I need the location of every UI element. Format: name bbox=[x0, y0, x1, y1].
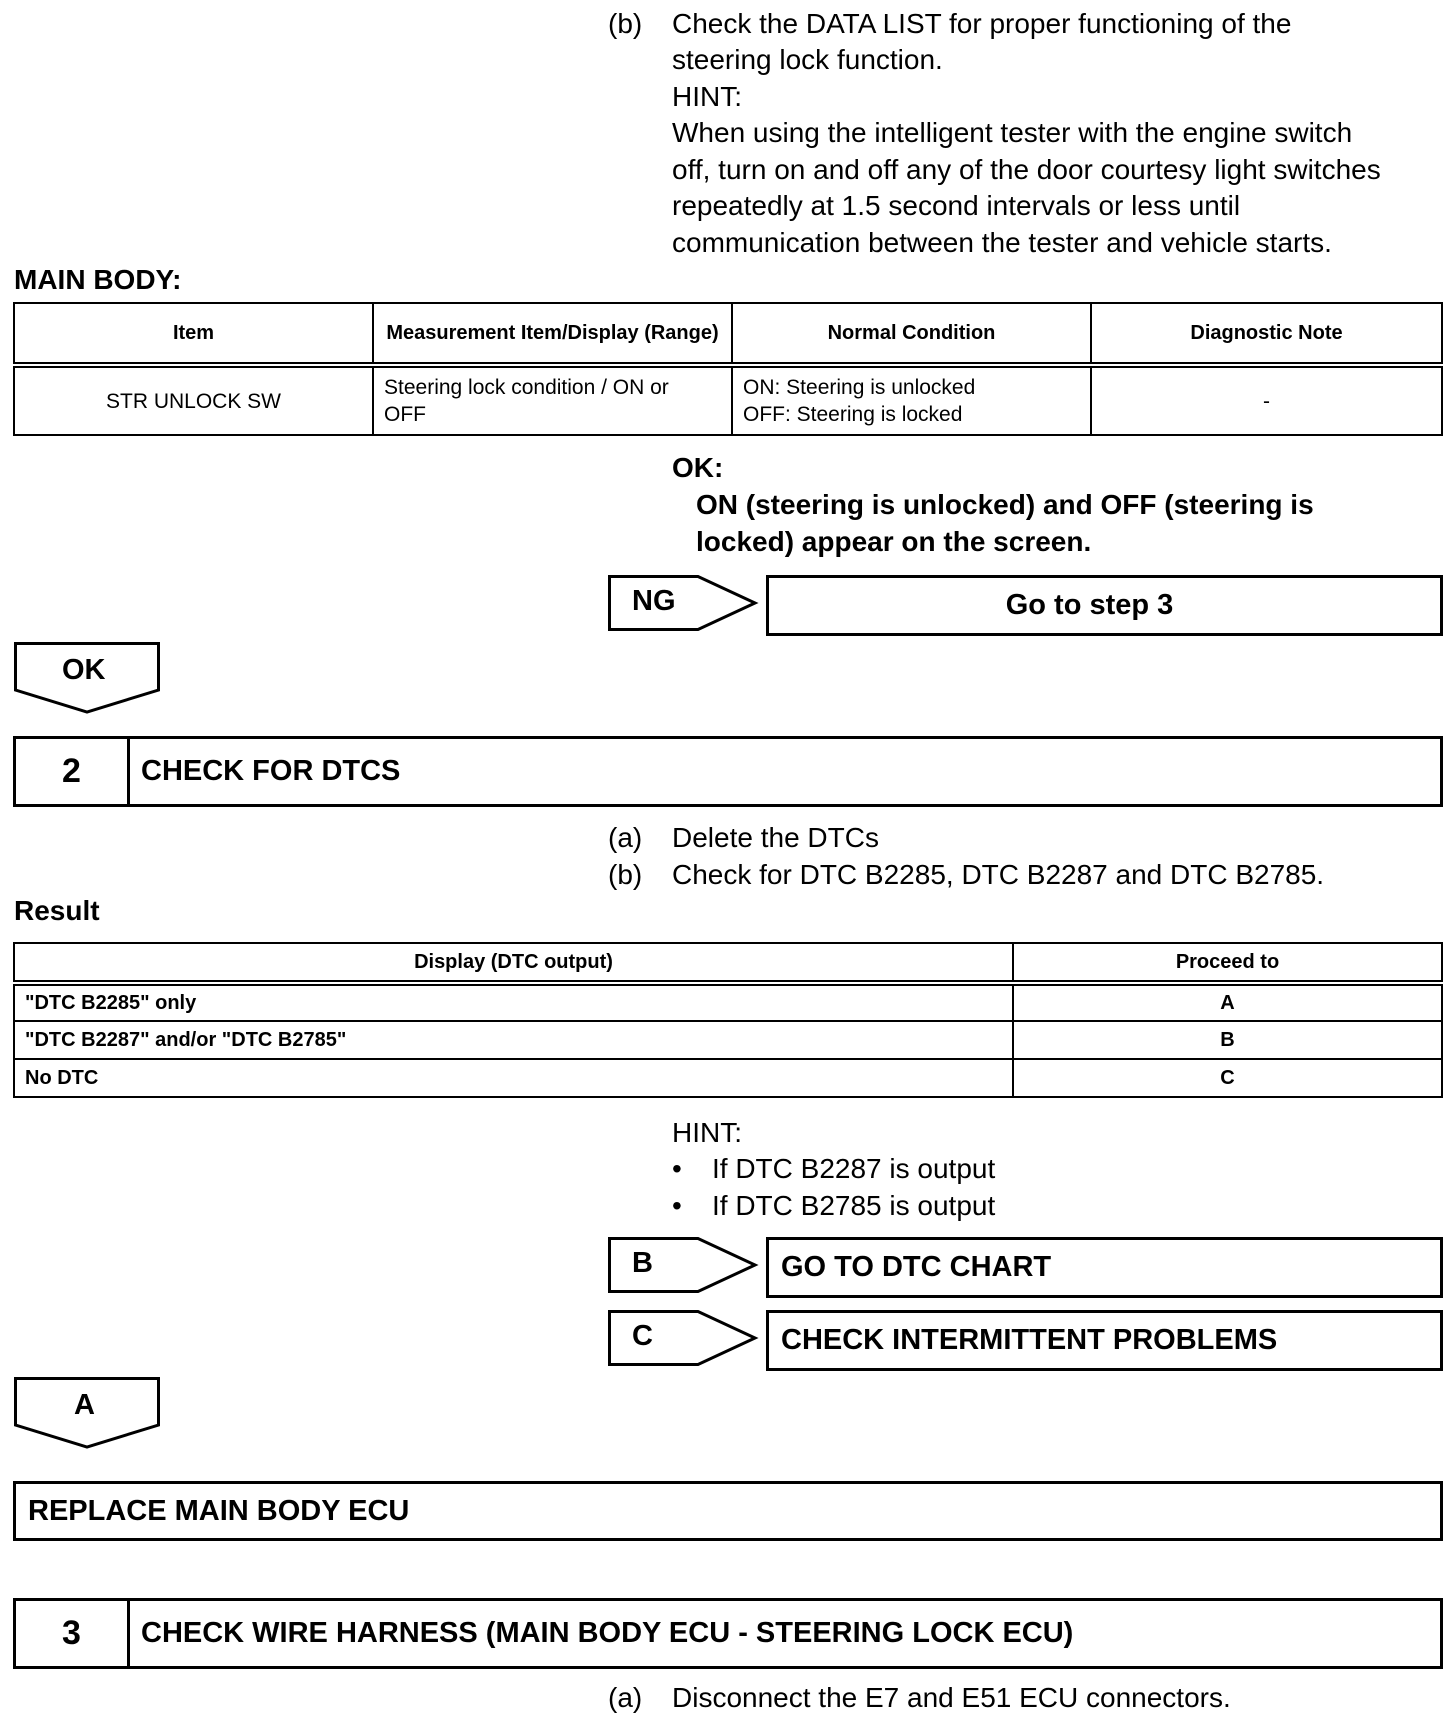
bullet-text: If DTC B2785 is output bbox=[712, 1190, 996, 1221]
bullet-text: If DTC B2287 is output bbox=[712, 1153, 996, 1184]
ok-label: OK: bbox=[672, 452, 724, 483]
ok-condition-line: locked) appear on the screen. bbox=[696, 526, 1092, 557]
b-branch-arrow bbox=[608, 1237, 756, 1298]
hint-label: HINT: bbox=[672, 81, 742, 112]
hint-label: HINT: bbox=[672, 1117, 742, 1148]
cell-line: Steering lock condition / ON or bbox=[384, 376, 669, 399]
right-arrow-tag-icon bbox=[608, 1310, 756, 1366]
result-table bbox=[13, 942, 1443, 1098]
ng-tag-label: NG bbox=[632, 585, 676, 617]
ok-tag-label: OK bbox=[62, 654, 106, 686]
main-body-heading: MAIN BODY: bbox=[14, 264, 182, 295]
header-measurement: Measurement Item/Display (Range) bbox=[373, 303, 732, 365]
step-label: (b) bbox=[608, 8, 643, 39]
table-row bbox=[14, 365, 1442, 435]
step-3-box bbox=[13, 1598, 1443, 1669]
result-heading: Result bbox=[14, 895, 100, 926]
table-row bbox=[14, 983, 1442, 1021]
header-diagnostic-note: Diagnostic Note bbox=[1091, 303, 1442, 365]
c-branch-arrow bbox=[608, 1310, 756, 1371]
step-text: steering lock function. bbox=[672, 44, 943, 75]
go-to-dtc-chart-box: GO TO DTC CHART bbox=[766, 1237, 1443, 1298]
check-intermittent-problems-box: CHECK INTERMITTENT PROBLEMS bbox=[766, 1310, 1443, 1371]
step-label: (a) bbox=[608, 822, 643, 853]
header-proceed-to: Proceed to bbox=[1013, 943, 1442, 983]
cell-display: "DTC B2285" only bbox=[14, 983, 1013, 1021]
table-row bbox=[14, 1021, 1442, 1059]
header-item: Item bbox=[14, 303, 373, 365]
step-label: (a) bbox=[608, 1682, 643, 1713]
cell-diagnostic-note: - bbox=[1091, 365, 1442, 435]
a-down-arrow bbox=[14, 1377, 160, 1454]
ng-branch-arrow bbox=[608, 575, 756, 636]
hint-text: repeatedly at 1.5 second intervals or less until bbox=[672, 190, 1241, 221]
bullet-icon: • bbox=[672, 1190, 682, 1221]
cell-normal-condition bbox=[732, 365, 1091, 435]
cell-display: "DTC B2287" and/or "DTC B2785" bbox=[14, 1021, 1013, 1059]
right-arrow-tag-icon bbox=[608, 575, 756, 631]
cell-line: ON: Steering is unlocked bbox=[743, 376, 976, 399]
step-text: Delete the DTCs bbox=[672, 822, 879, 853]
cell-line: OFF: Steering is locked bbox=[743, 403, 963, 426]
bullet-icon: • bbox=[672, 1153, 682, 1184]
step-number: 3 bbox=[16, 1601, 130, 1666]
cell-proceed: B bbox=[1013, 1021, 1442, 1059]
step-text: Disconnect the E7 and E51 ECU connectors. bbox=[672, 1682, 1231, 1713]
a-tag-label: A bbox=[74, 1389, 95, 1421]
main-body-table bbox=[13, 302, 1443, 436]
step-text: Check for DTC B2285, DTC B2287 and DTC B2785. bbox=[672, 859, 1325, 890]
step-label: (b) bbox=[608, 859, 643, 890]
cell-item: STR UNLOCK SW bbox=[14, 365, 373, 435]
ok-condition-line: ON (steering is unlocked) and OFF (steering is bbox=[696, 489, 1314, 520]
step-number: 2 bbox=[16, 739, 130, 804]
hint-text: off, turn on and off any of the door courtesy light switches bbox=[672, 154, 1381, 185]
cell-proceed: A bbox=[1013, 983, 1442, 1021]
replace-main-body-ecu-box: REPLACE MAIN BODY ECU bbox=[13, 1481, 1443, 1541]
cell-display: No DTC bbox=[14, 1059, 1013, 1097]
table-row bbox=[14, 1059, 1442, 1097]
table-header-row bbox=[14, 943, 1442, 983]
right-arrow-tag-icon bbox=[608, 1237, 756, 1293]
hint-text: When using the intelligent tester with the engine switch bbox=[672, 117, 1353, 148]
step-title: CHECK WIRE HARNESS (MAIN BODY ECU - STEERING LOCK ECU) bbox=[141, 1617, 1074, 1649]
hint-text: communication between the tester and vehicle starts. bbox=[672, 227, 1332, 258]
step-2-box bbox=[13, 736, 1443, 807]
header-display: Display (DTC output) bbox=[14, 943, 1013, 983]
cell-measurement bbox=[373, 365, 732, 435]
ok-down-arrow bbox=[14, 642, 160, 719]
header-normal-condition: Normal Condition bbox=[732, 303, 1091, 365]
cell-line: OFF bbox=[384, 403, 426, 426]
step-title: CHECK FOR DTCS bbox=[141, 755, 401, 787]
go-to-step-3-box: Go to step 3 bbox=[766, 575, 1443, 636]
b-tag-label: B bbox=[632, 1247, 653, 1279]
step-text: Check the DATA LIST for proper functioning of the bbox=[672, 8, 1292, 39]
cell-proceed: C bbox=[1013, 1059, 1442, 1097]
c-tag-label: C bbox=[632, 1320, 653, 1352]
table-header-row bbox=[14, 303, 1442, 365]
